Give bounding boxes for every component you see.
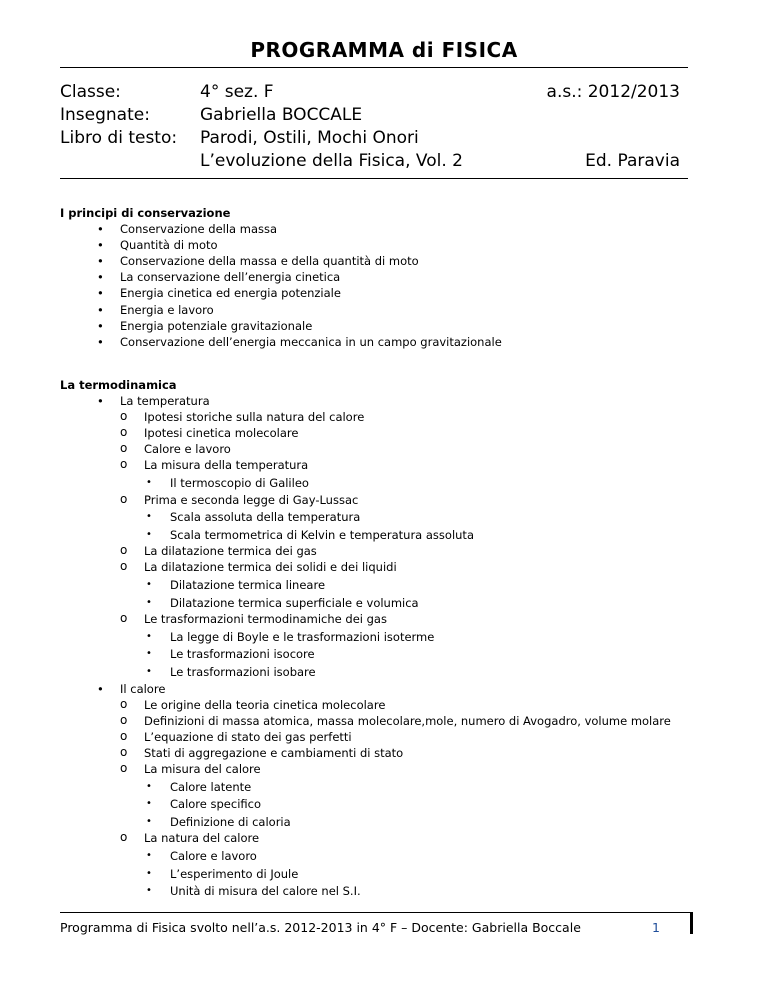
libro-editore: Ed. Paravia [585,151,680,171]
list-item-text: Le trasformazioni isocore [170,647,315,662]
circle-bullet-icon: o [120,491,128,506]
list-item-text: Unità di misura del calore nel S.I. [170,884,361,899]
list-item-text: Calore e lavoro [170,848,257,863]
classe-label: Classe: [60,82,121,102]
list-item [60,761,700,777]
list-item [60,221,700,237]
bullet-icon: • [97,334,104,349]
circle-bullet-icon: o [120,830,128,845]
list-item [60,629,700,645]
circle-bullet-icon: o [120,457,128,472]
anno-scolastico: a.s.: 2012/2013 [546,82,680,102]
list-item [60,269,700,285]
bullet-icon: • [146,815,152,827]
list-item-text: Calore specifico [170,797,262,812]
list-item [60,475,700,491]
list-item [60,729,700,745]
list-item-text: La misura della temperatura [144,458,309,473]
list-item [60,334,700,350]
circle-bullet-icon: o [120,425,128,440]
list-item-text: Ipotesi storiche sulla natura del calore [144,410,365,425]
header-top-rule [60,67,688,68]
section-list [60,221,700,350]
circle-bullet-icon: o [120,543,128,558]
bullet-icon: • [146,476,152,488]
libro-volume: L’evoluzione della Fisica, Vol. 2 [200,151,463,171]
list-item-text: La legge di Boyle e le trasformazioni isoterme [170,629,435,644]
circle-bullet-icon: o [120,761,128,775]
bullet-icon: • [146,648,152,660]
list-item-text: Definizione di caloria [170,814,291,829]
list-item [60,814,700,830]
bullet-icon: • [146,578,152,590]
circle-bullet-icon: o [120,409,128,424]
list-item [60,457,700,473]
list-item [60,848,700,864]
list-item [60,830,700,846]
list-item-text: La temperatura [120,393,210,408]
list-item [60,425,700,441]
circle-bullet-icon: o [120,696,128,711]
list-item-text: Energia e lavoro [120,302,214,317]
bullet-icon: • [146,511,152,523]
footer-rule [60,912,692,913]
list-item [60,409,700,425]
list-item-text: Definizioni di massa atomica, massa molecolare,mole, numero di Avogadro, volume molare [144,713,671,728]
circle-bullet-icon: o [120,744,128,759]
list-item [60,302,700,318]
insegnante-value: Gabriella BOCCALE [200,105,363,125]
bullet-icon: • [97,254,104,269]
list-item [60,646,700,662]
list-item-text: La natura del calore [144,831,260,846]
bullet-icon: • [97,302,104,317]
list-item-text: La dilatazione termica dei solidi e dei liquidi [144,560,397,575]
list-item-text: Scala assoluta della temperatura [170,510,361,525]
bullet-icon: • [97,681,104,696]
list-item-text: L’esperimento di Joule [170,866,299,881]
list-item-text: Energia cinetica ed energia potenziale [120,286,341,301]
bullet-icon: • [97,318,104,333]
footer-text: Programma di Fisica svolto nell’a.s. 2012-2013 in 4° F – Docente: Gabriella Boccale [60,920,581,935]
list-item-text: Conservazione dell’energia meccanica in un campo gravitazionale [120,334,502,349]
list-item [60,285,700,301]
list-item-text: La conservazione dell’energia cinetica [120,270,341,285]
bullet-icon: • [146,630,152,642]
bullet-icon: • [97,393,104,408]
insegnante-label: Insegnate: [60,105,150,125]
list-item [60,393,700,409]
page-title: PROGRAMMA di FISICA [250,38,518,62]
bullet-icon: • [146,867,152,879]
circle-bullet-icon: o [120,712,128,727]
bullet-icon: • [146,665,152,677]
libro-label: Libro di testo: [60,128,178,148]
list-item [60,527,700,543]
bullet-icon: • [146,528,152,540]
bullet-icon: • [146,885,152,897]
list-item-text: Le origine della teoria cinetica molecolare [144,697,386,712]
bullet-icon: • [146,849,152,861]
list-item-text: Il calore [120,681,166,696]
list-item-text: La dilatazione termica dei gas [144,544,317,559]
list-item [60,745,700,761]
libro-autori: Parodi, Ostili, Mochi Onori [200,128,419,148]
list-item-text: La misura del calore [144,762,261,776]
page-number: 1 [652,920,660,935]
circle-bullet-icon: o [120,559,128,574]
list-item [60,237,700,253]
list-item [60,681,700,697]
list-item [60,697,700,713]
section-list [60,393,700,899]
section-title: I principi di conservazione [60,206,231,220]
list-item [60,559,700,575]
list-item-text: Scala termometrica di Kelvin e temperatura assoluta [170,527,474,542]
list-item-text: Dilatazione termica superficiale e volumica [170,595,419,610]
list-item-text: Dilatazione termica lineare [170,577,326,592]
list-item-text: Le trasformazioni isobare [170,664,316,679]
list-item-text: Calore e lavoro [144,442,231,457]
list-item-text: Quantità di moto [120,238,218,253]
list-item [60,611,700,627]
list-item [60,318,700,334]
bullet-icon: • [97,270,104,285]
list-item [60,779,700,795]
footer-page-bar [690,912,693,934]
circle-bullet-icon: o [120,728,128,743]
list-item [60,509,700,525]
bullet-icon: • [97,286,104,301]
bullet-icon: • [146,596,152,608]
list-item-text: Conservazione della massa e della quantità di moto [120,254,419,269]
circle-bullet-icon: o [120,441,128,456]
list-item-text: Le trasformazioni termodinamiche dei gas [144,612,387,627]
list-item [60,441,700,457]
list-item-text: L’equazione di stato dei gas perfetti [144,729,352,744]
list-item-text: Il termoscopio di Galileo [170,475,309,490]
list-item-text: Energia potenziale gravitazionale [120,318,313,333]
list-item [60,492,700,508]
list-item [60,664,700,680]
list-item [60,543,700,559]
circle-bullet-icon: o [120,611,128,626]
list-item [60,253,700,269]
list-item [60,577,700,593]
list-item [60,883,700,899]
list-item [60,595,700,611]
list-item [60,866,700,882]
header-bottom-rule [60,178,688,179]
list-item-text: Stati di aggregazione e cambiamenti di stato [144,745,404,760]
bullet-icon: • [146,798,152,810]
list-item-text: Conservazione della massa [120,222,278,237]
program-content [60,205,700,900]
section-title: La termodinamica [60,377,177,392]
bullet-icon: • [97,222,104,237]
bullet-icon: • [146,780,152,792]
list-item [60,713,700,729]
list-item-text: Ipotesi cinetica molecolare [144,426,299,441]
list-item-text: Prima e seconda legge di Gay-Lussac [144,492,359,507]
list-item [60,796,700,812]
classe-value: 4° sez. F [200,82,274,102]
bullet-icon: • [97,238,104,253]
list-item-text: Calore latente [170,779,252,794]
